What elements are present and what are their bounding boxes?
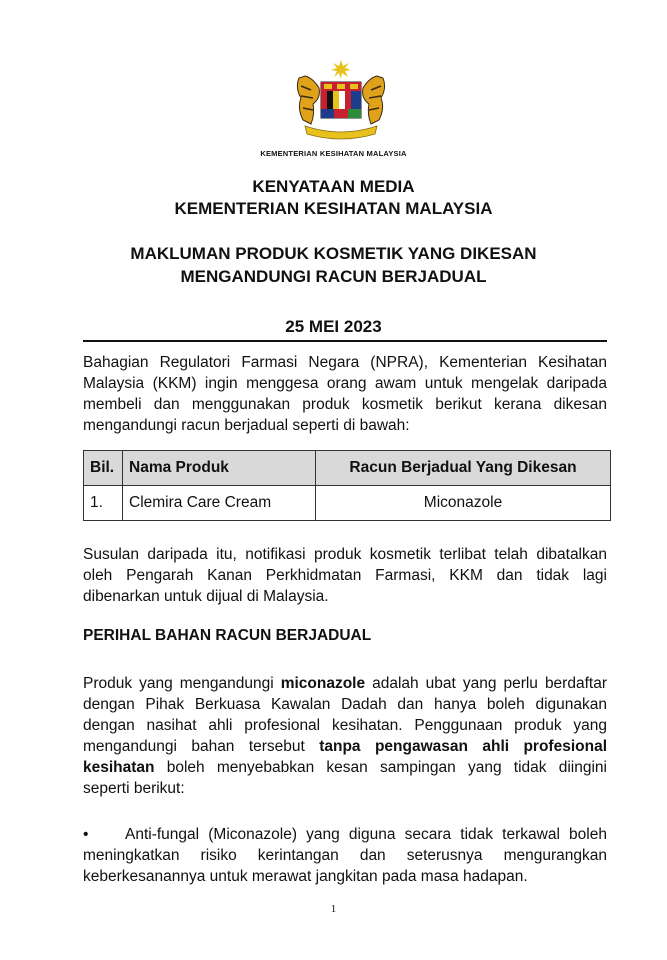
body-text: adalah ubat yang perlu berdaftar <box>365 675 607 692</box>
bullet-item <box>83 824 607 887</box>
col-header-product: Nama Produk <box>123 451 316 486</box>
bullet-line: meningkatkan risiko kerintangan dan seterusnya mengurangkan <box>83 847 607 864</box>
bullet-line <box>83 824 607 845</box>
cell-product: Clemira Care Cream <box>123 486 316 521</box>
body-text: boleh menyebabkan kesan sampingan yang tidak diingini <box>154 759 607 776</box>
body-line: dengan nasihat ahli profesional kesihatan. Penggunaan produk yang <box>83 717 607 734</box>
body-line: dengan Pihak Berkuasa Kawalan Dadah dan hanya boleh digunakan <box>83 696 607 713</box>
intro-line: Bahagian Regulatori Farmasi Negara (NPRA), Kementerian Kesihatan <box>83 354 607 371</box>
cell-poison: Miconazole <box>316 486 611 521</box>
body-line <box>83 757 607 778</box>
table-header-row <box>84 451 611 486</box>
header-divider <box>83 340 607 342</box>
body-line <box>83 736 607 757</box>
media-statement-title: KENYATAAN MEDIA <box>252 177 415 196</box>
page-number: 1 <box>330 903 337 915</box>
bullet-line: keberkesanannya untuk merawat jangkitan pada masa hadapan. <box>83 868 528 885</box>
intro-line: membeli dan menggunakan produk kosmetik berikut kerana dikesan <box>83 396 607 413</box>
cell-no: 1. <box>84 486 123 521</box>
body-bold-text: miconazole <box>280 675 366 692</box>
body-text: mengandungi bahan tersebut <box>83 738 320 755</box>
followup-line: dibenarkan untuk dijual di Malaysia. <box>83 588 329 605</box>
table-row <box>84 486 611 521</box>
body-bold-text: kesihatan <box>83 759 155 776</box>
col-header-poison: Racun Berjadual Yang Dikesan <box>316 451 611 486</box>
intro-paragraph <box>83 352 607 436</box>
product-table <box>83 450 611 521</box>
followup-line: Susulan daripada itu, notifikasi produk kosmetik terlibat telah dibatalkan <box>83 546 607 563</box>
statement-date: 25 MEI 2023 <box>285 317 382 336</box>
coat-of-arms-logo <box>291 58 391 142</box>
followup-paragraph <box>83 544 607 607</box>
subject-line-1: MAKLUMAN PRODUK KOSMETIK YANG DIKESAN <box>130 244 537 263</box>
body-line: seperti berikut: <box>83 780 185 797</box>
intro-line: mengandungi racun berjadual seperti di bawah: <box>83 417 410 434</box>
section-title: PERIHAL BAHAN RACUN BERJADUAL <box>83 627 372 644</box>
body-line <box>83 673 607 694</box>
bullet-text: Anti-fungal (Miconazole) yang diguna secara tidak terkawal boleh <box>125 826 607 843</box>
subject-line-2: MENGANDUNGI RACUN BERJADUAL <box>180 267 487 286</box>
body-paragraph <box>83 673 607 799</box>
ministry-title: KEMENTERIAN KESIHATAN MALAYSIA <box>174 199 493 218</box>
col-header-no: Bil. <box>84 451 123 486</box>
followup-line: oleh Pengarah Kanan Perkhidmatan Farmasi, KKM dan tidak lagi <box>83 567 607 584</box>
body-bold-text: tanpa pengawasan ahli profesional <box>319 738 607 755</box>
intro-line: Malaysia (KKM) ingin menggesa orang awam untuk mengelak daripada <box>83 375 607 392</box>
bullet-icon: • <box>83 826 89 843</box>
body-text: Produk yang mengandungi <box>83 675 281 692</box>
organization-name: KEMENTERIAN KESIHATAN MALAYSIA <box>260 149 407 158</box>
